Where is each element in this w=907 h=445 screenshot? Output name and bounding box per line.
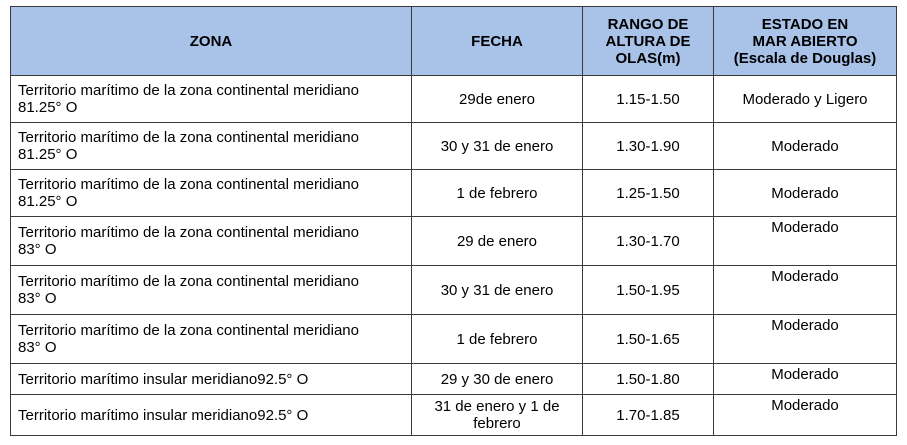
estado-cell: Moderado xyxy=(714,217,897,266)
fecha-line: 29 y 30 de enero xyxy=(440,370,554,388)
rango-cell: 1.30-1.90 xyxy=(583,123,714,170)
header-estado-line: (Escala de Douglas) xyxy=(733,49,877,67)
wave-forecast-table xyxy=(10,6,897,436)
zona-line: 81.25° O xyxy=(18,193,78,210)
zona-line: Territorio marítimo de la zona continental meridiano xyxy=(18,176,359,193)
zona-line: 83° O xyxy=(18,241,57,258)
zona-cell xyxy=(11,76,412,123)
rango-cell: 1.50-1.80 xyxy=(583,364,714,395)
zona-line: Territorio marítimo insular meridiano92.5° O xyxy=(18,370,309,388)
rango-cell: 1.30-1.70 xyxy=(583,217,714,266)
fecha-cell xyxy=(412,76,583,123)
rango-cell: 1.70-1.85 xyxy=(583,395,714,436)
zona-cell xyxy=(11,315,412,364)
fecha-line: 29de enero xyxy=(459,90,535,108)
fecha-cell xyxy=(412,315,583,364)
zona-line: 83° O xyxy=(18,290,57,307)
fecha-cell xyxy=(412,170,583,217)
table-row xyxy=(11,395,897,436)
table-header xyxy=(11,7,897,76)
table-row xyxy=(11,266,897,315)
header-estado-line: ESTADO EN xyxy=(761,15,849,33)
header-rango-line: RANGO DE xyxy=(607,15,689,33)
header-row xyxy=(11,7,897,76)
table-body xyxy=(11,76,897,436)
header-estado-line: MAR ABIERTO xyxy=(752,32,858,50)
estado-cell: Moderado xyxy=(714,170,897,217)
zona-line: 81.25° O xyxy=(18,99,78,116)
table-row xyxy=(11,364,897,395)
header-rango xyxy=(583,7,714,76)
estado-cell: Moderado xyxy=(714,364,897,395)
zona-line: 81.25° O xyxy=(18,146,78,163)
header-rango-line: ALTURA DE xyxy=(605,32,691,50)
fecha-cell xyxy=(412,395,583,436)
estado-cell: Moderado xyxy=(714,395,897,436)
table-row xyxy=(11,170,897,217)
fecha-line: 1 de febrero xyxy=(456,184,538,202)
rango-cell: 1.25-1.50 xyxy=(583,170,714,217)
header-fecha: FECHA xyxy=(412,7,583,76)
estado-cell: Moderado xyxy=(714,315,897,364)
zona-cell xyxy=(11,395,412,436)
estado-cell: Moderado y Ligero xyxy=(714,76,897,123)
fecha-cell xyxy=(412,266,583,315)
zona-line: Territorio marítimo de la zona continental meridiano xyxy=(18,273,359,290)
zona-line: Territorio marítimo insular meridiano92.5° O xyxy=(18,406,309,424)
fecha-line: 29 de enero xyxy=(456,232,538,250)
fecha-cell xyxy=(412,364,583,395)
fecha-line: 30 y 31 de enero xyxy=(440,281,554,299)
rango-cell: 1.50-1.95 xyxy=(583,266,714,315)
fecha-line: 1 de febrero xyxy=(456,330,538,348)
estado-cell: Moderado xyxy=(714,123,897,170)
table-row xyxy=(11,315,897,364)
zona-line: 83° O xyxy=(18,339,57,356)
estado-cell: Moderado xyxy=(714,266,897,315)
fecha-cell xyxy=(412,217,583,266)
header-rango-line: OLAS(m) xyxy=(615,49,681,67)
rango-cell: 1.15-1.50 xyxy=(583,76,714,123)
zona-cell xyxy=(11,217,412,266)
zona-cell xyxy=(11,123,412,170)
fecha-line: 31 de enero y 1 de xyxy=(434,398,560,415)
rango-cell: 1.50-1.65 xyxy=(583,315,714,364)
header-estado xyxy=(714,7,897,76)
header-zona: ZONA xyxy=(11,7,412,76)
table-row xyxy=(11,123,897,170)
table-row xyxy=(11,217,897,266)
zona-cell xyxy=(11,364,412,395)
zona-line: Territorio marítimo de la zona continental meridiano xyxy=(18,224,359,241)
fecha-line: 30 y 31 de enero xyxy=(440,137,554,155)
zona-line: Territorio marítimo de la zona continental meridiano xyxy=(18,82,359,99)
fecha-cell xyxy=(412,123,583,170)
zona-line: Territorio marítimo de la zona continental meridiano xyxy=(18,322,359,339)
table-row xyxy=(11,76,897,123)
zona-line: Territorio marítimo de la zona continental meridiano xyxy=(18,129,359,146)
zona-cell xyxy=(11,170,412,217)
zona-cell xyxy=(11,266,412,315)
fecha-line: febrero xyxy=(473,415,521,432)
